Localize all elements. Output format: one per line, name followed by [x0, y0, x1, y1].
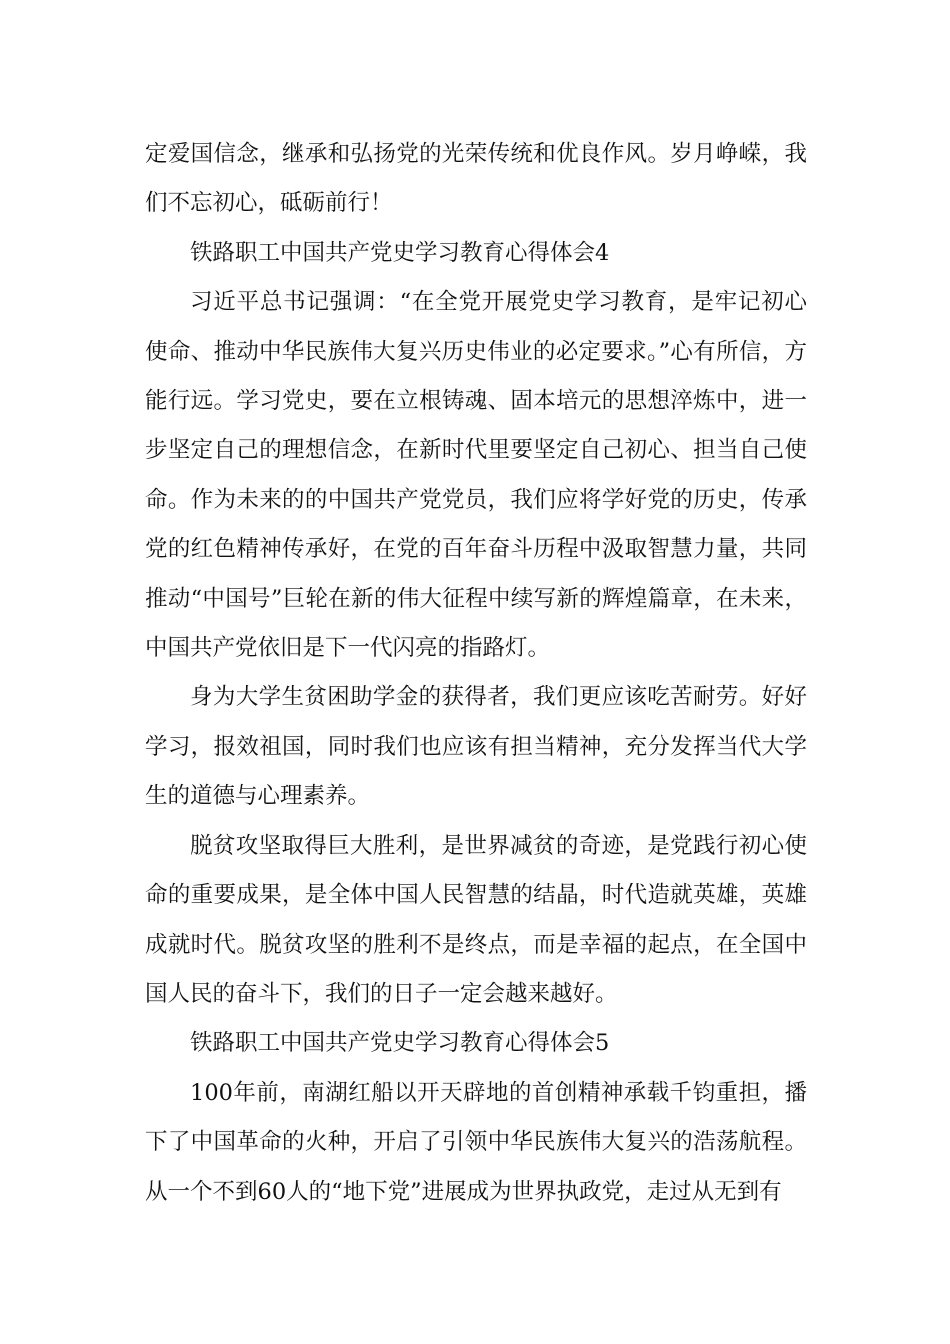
paragraph: 习近平总书记强调：“在全党开展党史学习教育，是牢记初心使命、推动中华民族伟大复兴历史伟业的必定要求。”心有所信，方能行远。学习党史，要在立根铸魂、固本培元的思想淬炼中，进一步坚定自己的理想信念，在新时代里要坚定自己初心、担当自己使命。作为未来的的中国共产党党员，我们应将学好党的历史，传承党的红色精神传承好，在党的百年奋斗历程中汲取智慧力量，共同推动“中国号”巨轮在新的伟大征程中续写新的辉煌篇章，在未来，中国共产党依旧是下一代闪亮的指路灯。: [145, 289, 807, 662]
section-heading-4: 铁路职工中国共产党史学习教育心得体会4: [190, 239, 610, 266]
section-heading-5: 铁路职工中国共产党史学习教育心得体会5: [190, 1030, 610, 1057]
document-body: [145, 130, 807, 1217]
paragraph: 身为大学生贫困助学金的获得者，我们更应该吃苦耐劳。好好学习，报效祖国，同时我们也应该有担当精神，充分发挥当代大学生的道德与心理素养。: [145, 684, 807, 810]
paragraph-continuation: 定爱国信念，继承和弘扬党的光荣传统和优良作风。岁月峥嵘，我们不忘初心，砥砺前行！: [145, 141, 807, 217]
paragraph: 脱贫攻坚取得巨大胜利，是世界减贫的奇迹，是党践行初心使命的重要成果，是全体中国人民智慧的结晶，时代造就英雄，英雄成就时代。脱贫攻坚的胜利不是终点，而是幸福的起点，在全国中国人民的奋斗下，我们的日子一定会越来越好。: [145, 832, 807, 1007]
paragraph: 100年前，南湖红船以开天辟地的首创精神承载千钧重担，播下了中国革命的火种，开启了引领中华民族伟大复兴的浩荡航程。从一个不到60人的“地下党”进展成为世界执政党，走过从无到有: [145, 1079, 807, 1205]
